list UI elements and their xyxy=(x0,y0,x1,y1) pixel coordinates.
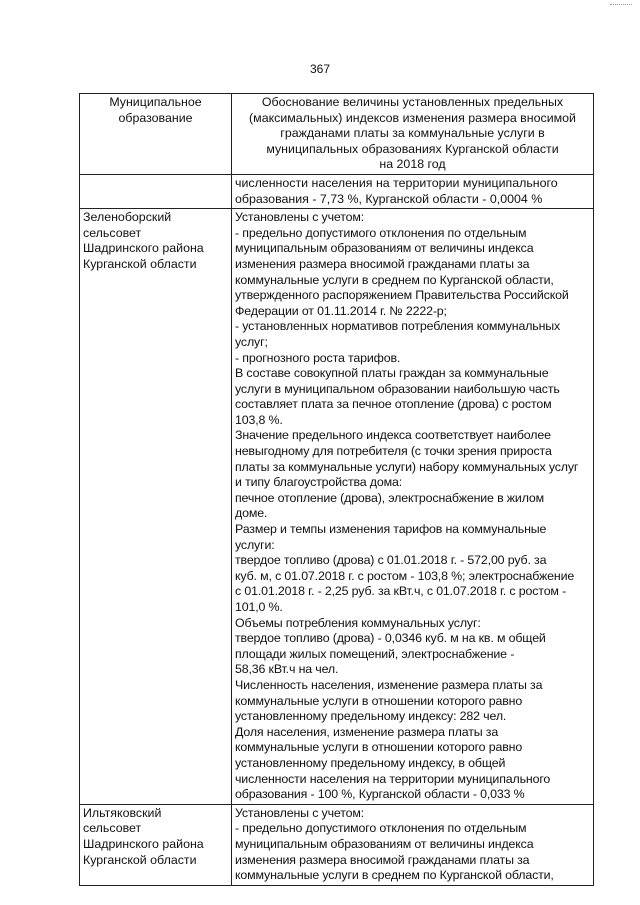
municipality-line: Курганской области xyxy=(83,852,197,867)
municipality-line: Зеленоборский xyxy=(83,210,172,225)
header-justification xyxy=(232,94,594,175)
justification-line: - прогнозного роста тарифов. xyxy=(235,350,401,365)
justification-line: площади жилых помещений, электроснабжение - xyxy=(235,646,515,661)
justification-line: куб. м, с 01.07.2018 г. с ростом - 103,8 %; электроснабжение xyxy=(235,568,575,583)
header-municipality-line: образование xyxy=(118,110,193,125)
justification-line: с 01.01.2018 г. - 2,25 руб. за кВт.ч, с 01.07.2018 г. с ростом - xyxy=(235,584,567,599)
justification-line: утвержденного распоряжением Правительства Российской xyxy=(235,288,569,303)
header-justification-line: (максимальных) индексов изменения размера вносимой xyxy=(249,110,576,125)
justification-line: невыгодному для потребителя (с точки зрения прироста xyxy=(235,444,552,459)
municipality-line: Шадринского района xyxy=(83,836,204,851)
justification-line: услуги в муниципальном образовании наибольшую часть xyxy=(235,381,560,396)
header-justification-line: муниципальных образованиях Курганской области xyxy=(266,141,559,156)
justification-line: Объемы потребления коммунальных услуг: xyxy=(235,615,481,630)
justification-line: доме. xyxy=(235,506,268,521)
justification-line: коммунальные услуги в отношении которого равно xyxy=(235,693,523,708)
justification-line: - предельно допустимого отклонения по отдельным xyxy=(235,225,527,240)
justification-line: установленному предельному индексу, в общей xyxy=(235,755,506,770)
tariff-index-table xyxy=(79,93,594,886)
justification-line: изменения размера вносимой гражданами платы за xyxy=(235,852,530,867)
justification-line: твердое топливо (дрова) - 0,0346 куб. м на кв. м общей xyxy=(235,631,546,646)
justification-line: услуги: xyxy=(235,537,275,552)
justification-line: Размер и темпы изменения тарифов на коммунальные xyxy=(235,522,547,537)
justification-line: установленному предельному индексу: 282 чел. xyxy=(235,709,507,724)
municipality-line: Ильтяковский xyxy=(83,805,162,820)
continuation-line: численности населения на территории муниципального xyxy=(235,175,558,190)
justification-line: услуг; xyxy=(235,334,268,349)
header-justification-line: на 2018 год xyxy=(379,157,446,172)
header-justification-line: гражданами платы за коммунальные услуги в xyxy=(280,126,545,141)
justification-line: Значение предельного индекса соответствует наиболее xyxy=(235,428,551,443)
scan-corner-mark xyxy=(610,4,632,9)
justification-line: твердое топливо (дрова) с 01.01.2018 г. - 572,00 руб. за xyxy=(235,553,547,568)
justification-line: составляет плата за печное отопление (дрова) с ростом xyxy=(235,397,552,412)
justification-line: Доля населения, изменение размера платы за xyxy=(235,724,499,739)
justification-line: муниципальным образованиям от величины индекса xyxy=(235,241,534,256)
page-number: 367 xyxy=(309,62,331,76)
table-header-row xyxy=(80,94,594,175)
continuation-line: образования - 7,73 %, Курганской области - 0,0004 % xyxy=(235,191,543,206)
justification-line: численности населения на территории муниципального xyxy=(235,771,551,786)
justification-line: Федерации от 01.11.2014 г. № 2222-р; xyxy=(235,303,447,318)
justification-line: образования - 100 %, Курганской области - 0,033 % xyxy=(235,787,525,802)
municipality-line: сельсовет xyxy=(83,225,142,240)
justification-line: 58,36 кВт.ч на чел. xyxy=(235,662,339,677)
justification-line: и типу благоустройства дома: xyxy=(235,475,403,490)
justification-line: 101,0 %. xyxy=(235,600,283,614)
justification-line: коммунальные услуги в среднем по Курганской области, xyxy=(235,272,554,287)
justification-line: Численность населения, изменение размера платы за xyxy=(235,677,543,692)
justification-line: - предельно допустимого отклонения по отдельным xyxy=(235,821,527,836)
justification-line: коммунальные услуги в среднем по Курганской области, xyxy=(235,868,554,883)
justification-line: платы за коммунальные услуги) набору коммунальных услуг xyxy=(235,459,579,474)
municipality-cell xyxy=(80,209,232,805)
header-justification-line: Обоснование величины установленных предельных xyxy=(261,95,564,109)
table-row xyxy=(80,209,594,805)
header-municipality-line: Муниципальное xyxy=(109,95,202,109)
justification-line: Установлены с учетом: xyxy=(235,210,365,225)
continuation-justification-cell xyxy=(232,174,594,208)
justification-cell xyxy=(232,804,594,885)
justification-line: 103,8 %. xyxy=(235,412,283,427)
municipality-cell xyxy=(80,804,232,885)
justification-line: В составе совокупной платы граждан за коммунальные xyxy=(235,366,549,381)
justification-line: муниципальным образованиям от величины индекса xyxy=(235,836,534,851)
table-row xyxy=(80,804,594,885)
continuation-row xyxy=(80,174,594,208)
municipality-line: сельсовет xyxy=(83,821,142,836)
continuation-municipality-cell xyxy=(80,174,232,208)
municipality-line: Шадринского района xyxy=(83,241,204,256)
justification-line: печное отопление (дрова), электроснабжение в жилом xyxy=(235,490,545,505)
justification-line: - установленных нормативов потребления коммунальных xyxy=(235,319,561,334)
justification-cell xyxy=(232,209,594,805)
municipality-line: Курганской области xyxy=(83,256,197,271)
justification-line: коммунальные услуги в отношении которого равно xyxy=(235,740,523,755)
justification-line: изменения размера вносимой гражданами платы за xyxy=(235,256,530,271)
header-municipality xyxy=(80,94,232,175)
justification-line: Установлены с учетом: xyxy=(235,805,365,820)
